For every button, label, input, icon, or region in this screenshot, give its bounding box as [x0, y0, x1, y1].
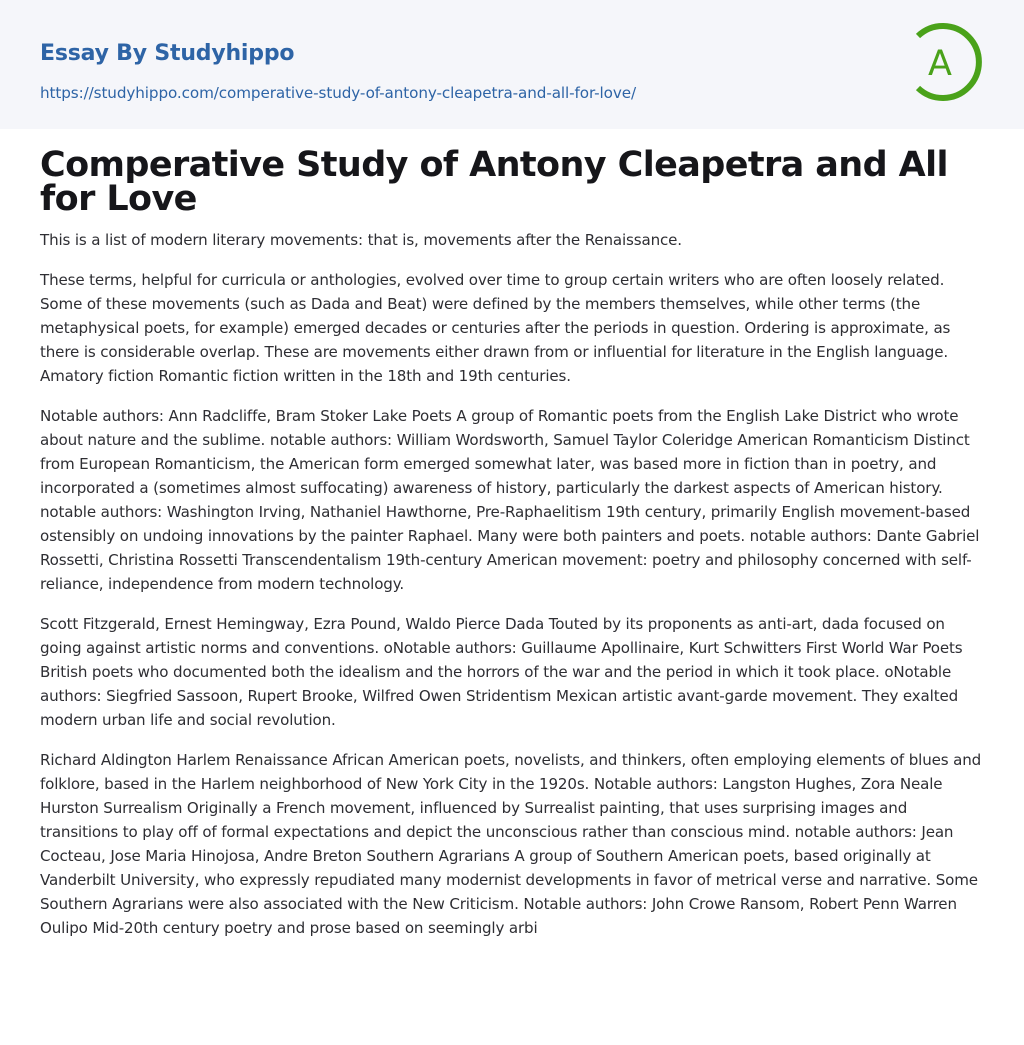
article-paragraph: These terms, helpful for curricula or anthologies, evolved over time to group certain writers who are often loosely related. Some of these movements (such as Dada and Beat) were defined by the members themselves, while other terms (the metaphysical poets, for example) emerged decades or centuries after the periods in question. Ordering is approximate, as there is considerable overlap. These are movements either drawn from or influential for literature in the English language. Amatory fiction Romantic fiction written in the 18th and 19th centuries. [40, 271, 951, 385]
site-brand[interactable]: Essay By Studyhippo [40, 41, 295, 66]
article-paragraph: Scott Fitzgerald, Ernest Hemingway, Ezra Pound, Waldo Pierce Dada Touted by its proponents as anti-art, dada focused on going against artistic norms and conventions. oNotable authors: Guillaume Apollinaire, Kurt Schwitters First World War Poets British poets who documented both the idealism and the horrors of the war and the period in which it took place. oNotable authors: Siegfried Sassoon, Rupert Brooke, Wilfred Owen Stridentism Mexican artistic avant-garde movement. They exalted modern urban life and social revolution. [40, 615, 963, 729]
site-header [0, 0, 1024, 129]
article-paragraph: Richard Aldington Harlem Renaissance African American poets, novelists, and thinkers, often employing elements of blues and folklore, based in the Harlem neighborhood of New York City in the 1920s. Notable authors: Langston Hughes, Zora Neale Hurston Surrealism Originally a French movement, influenced by Surrealist painting, that uses surprising images and transitions to play off of formal expectations and depict the unconscious rather than conscious mind. notable authors: Jean Cocteau, Jose Maria Hinojosa, Andre Breton Southern Agrarians A group of Southern American poets, based originally at Vanderbilt University, who expressly repudiated many modernist developments in favor of metrical verse and narrative. Some Southern Agrarians were also associated with the New Criticism. Notable authors: John Crowe Ransom, Robert Penn Warren Oulipo Mid-20th century poetry and prose based on seemingly arbi [40, 751, 982, 937]
page-title: Comperative Study of Antony Cleapetra and All for Love [40, 145, 948, 219]
article-paragraph: This is a list of modern literary movements: that is, movements after the Renaissance. [40, 231, 682, 249]
article-paragraph: Notable authors: Ann Radcliffe, Bram Stoker Lake Poets A group of Romantic poets from the English Lake District who wrote about nature and the sublime. notable authors: William Wordsworth, Samuel Taylor Coleridge American Romanticism Distinct from European Romanticism, the American form emerged somewhat later, was based more in fiction than in poetry, and incorporated a (sometimes almost suffocating) awareness of history, particularly the darkest aspects of American history. notable authors: Washington Irving, Nathaniel Hawthorne, Pre-Raphaelitism 19th century, primarily English movement-based ostensibly on undoing innovations by the painter Raphael. Many were both painters and poets. notable authors: Dante Gabriel Rossetti, Christina Rossetti Transcendentalism 19th-century American movement: poetry and philosophy concerned with self-reliance, independence from modern technology. [40, 407, 980, 593]
svg-text:A: A [928, 44, 952, 84]
article [0, 145, 1024, 940]
page-url-link[interactable]: https://studyhippo.com/comperative-study-of-antony-cleapetra-and-all-for-love/ [40, 84, 636, 102]
studyhippo-logo-icon[interactable] [908, 18, 988, 106]
